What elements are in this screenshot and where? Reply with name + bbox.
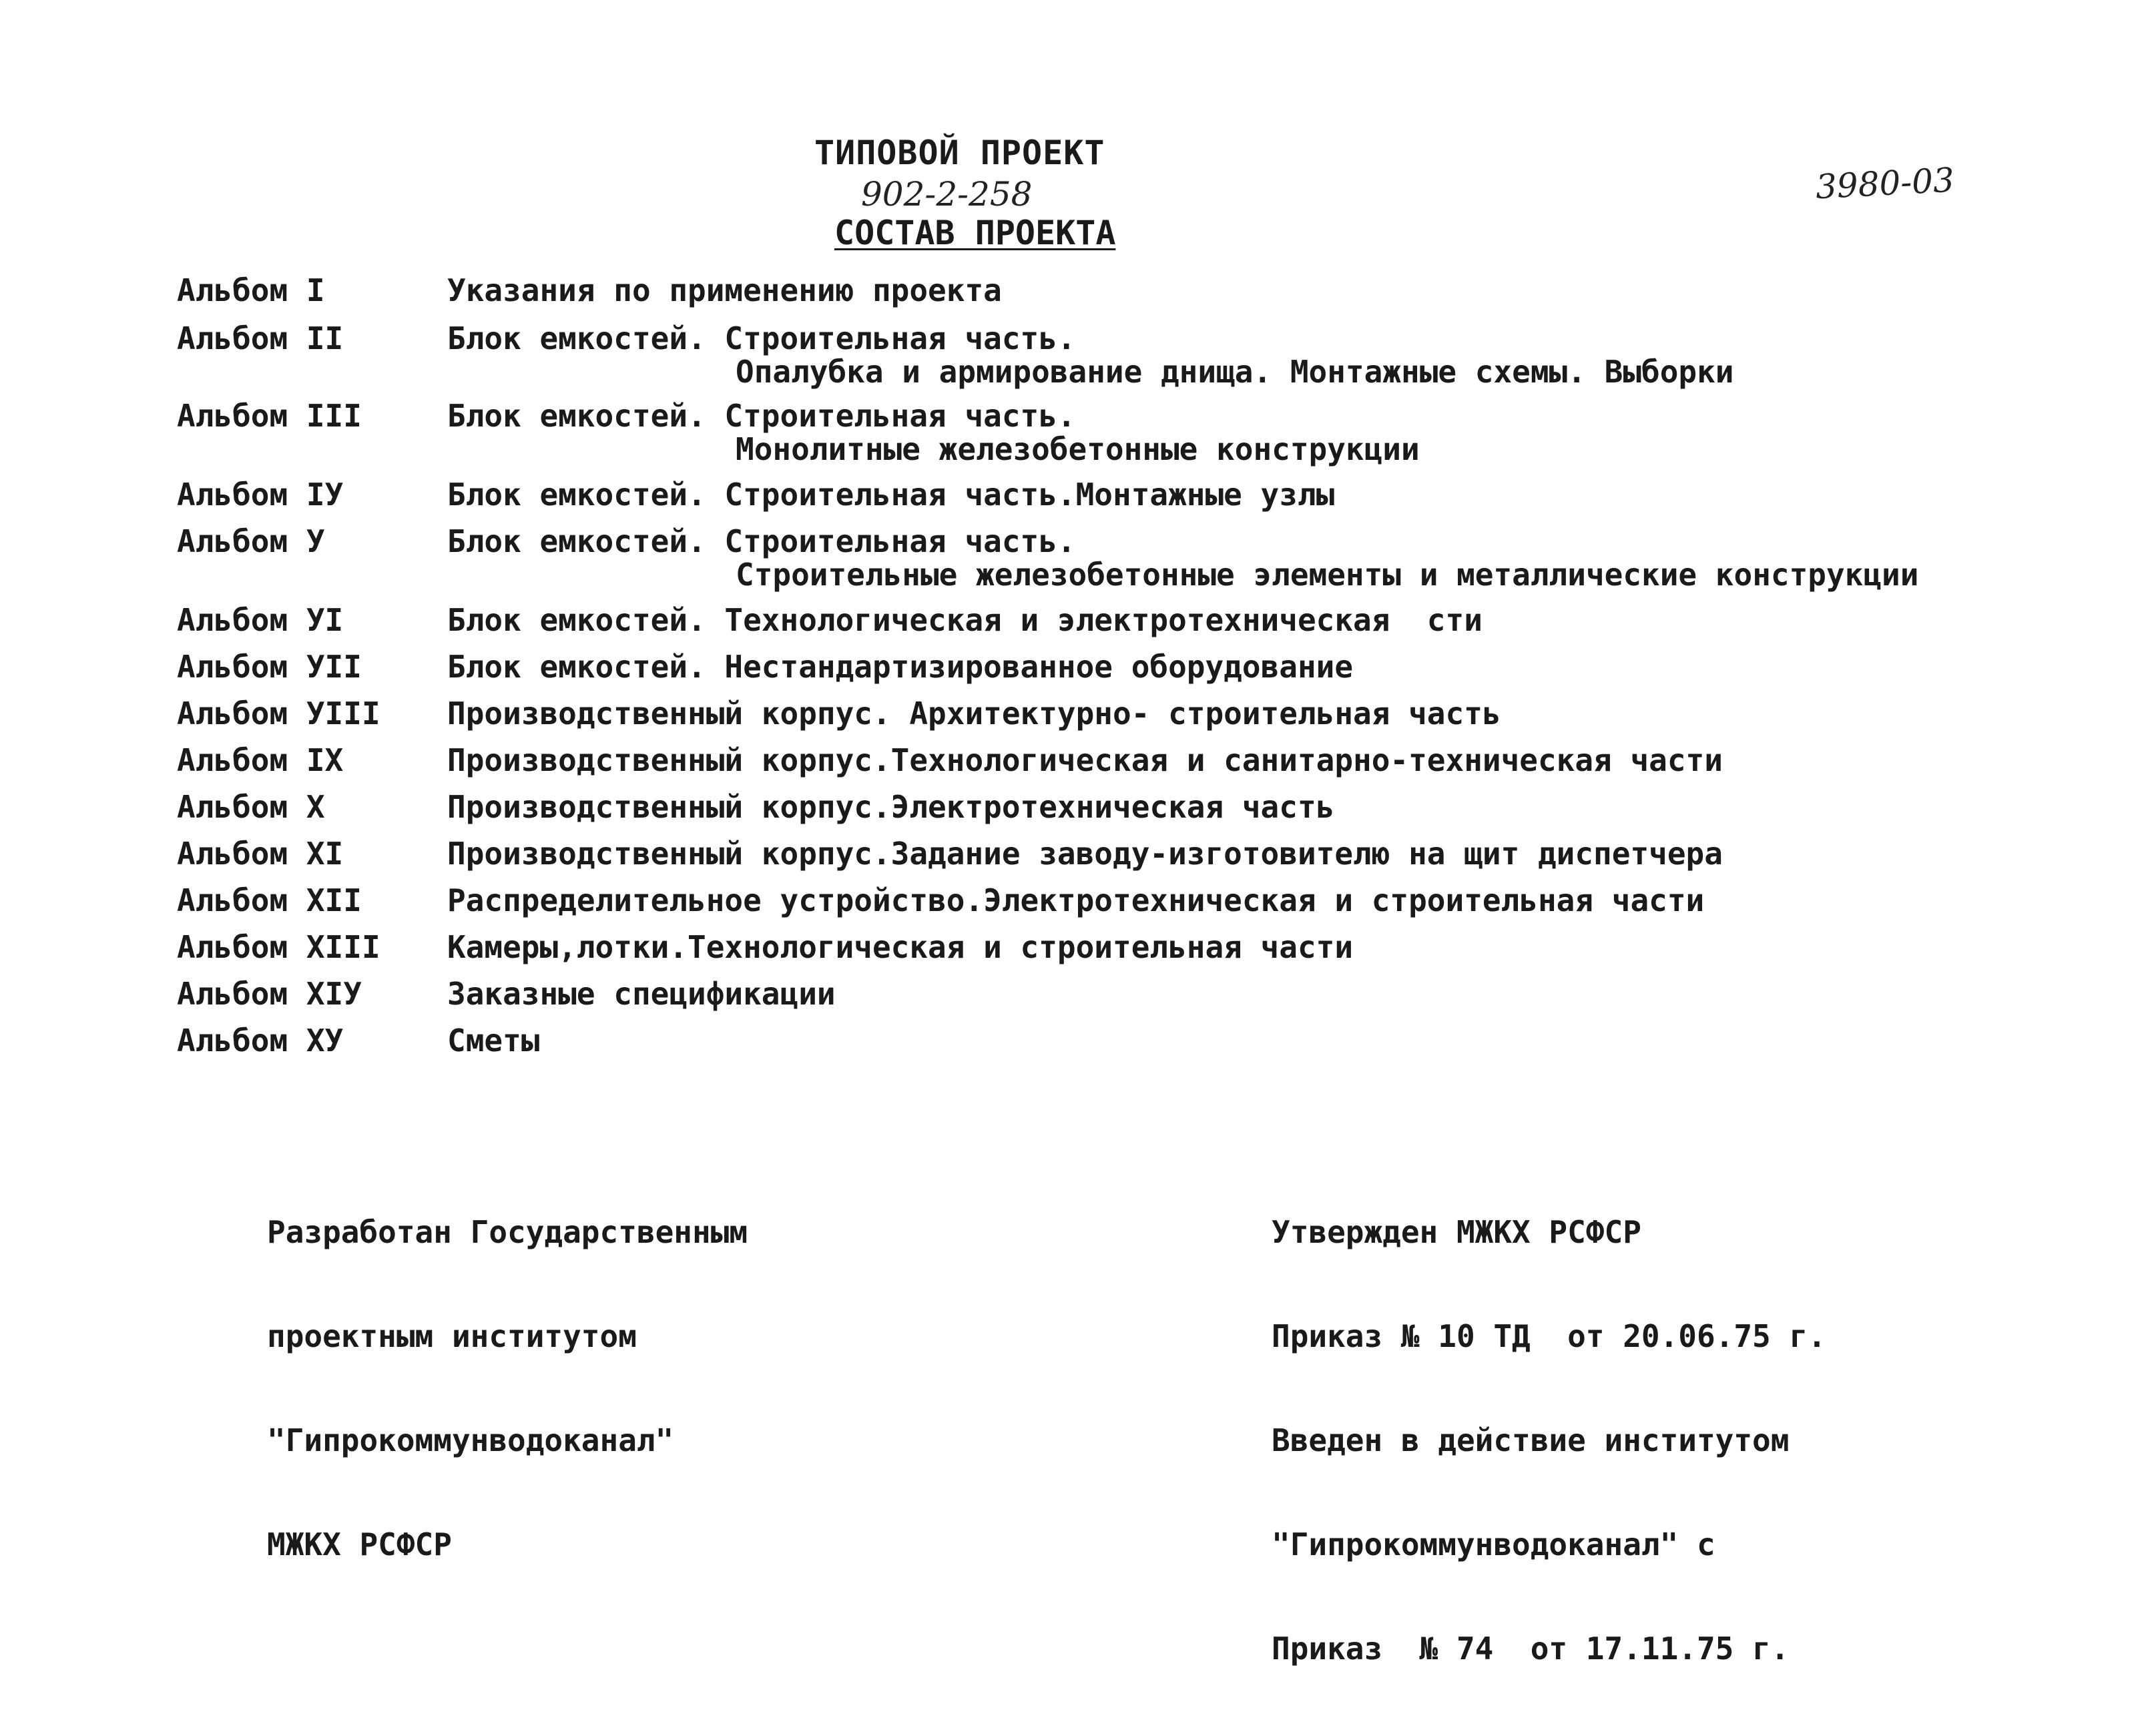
album-row: [177, 478, 2113, 511]
album-label: Альбом УIII: [177, 695, 380, 732]
album-label: Альбом У: [177, 523, 325, 559]
album-description-line: Опалубка и армирование днища. Монтажные схемы. Выборки: [736, 354, 1734, 390]
album-description-line: Строительные железобетонные элементы и металлические конструкции: [736, 557, 1919, 593]
album-list: [177, 274, 2113, 1057]
album-row: [177, 977, 2113, 1010]
album-description: [447, 697, 2113, 730]
album-label: Альбом IУ: [177, 477, 344, 513]
album-description: [447, 1024, 2113, 1057]
album-description-line: Указания по применению проекта: [447, 272, 1002, 308]
developer-line: "Гипрокоммунводоканал": [267, 1422, 674, 1458]
developer-line: МЖКХ РСФСР: [267, 1526, 452, 1562]
album-row: [177, 837, 2113, 870]
album-description: [447, 322, 2113, 388]
album-description-line: Производственный корпус. Архитектурно- строительная часть: [447, 695, 1501, 732]
approval-line: Введен в действие институтом: [1272, 1422, 1790, 1458]
album-description-line: Распределительное устройство.Электротехническая и строительная части: [447, 882, 1705, 918]
album-description: [447, 837, 2113, 870]
album-row: [177, 744, 2113, 777]
album-description-line: Блок емкостей. Строительная часть.Монтажные узлы: [447, 477, 1335, 513]
approval-line: "Гипрокоммунводоканал" с: [1272, 1526, 1715, 1562]
album-row: [177, 322, 2113, 388]
album-description-line: Сметы: [447, 1023, 540, 1059]
project-number: 902-2-258: [861, 175, 1033, 214]
album-label: Альбом III: [177, 398, 362, 434]
album-description: [447, 884, 2113, 917]
album-description: [447, 478, 2113, 511]
album-description-line: Блок емкостей. Строительная часть.: [447, 523, 1076, 559]
album-description-line: Производственный корпус.Технологическая и санитарно-техническая части: [447, 742, 1723, 778]
album-description: [447, 977, 2113, 1010]
album-label: Альбом II: [177, 320, 344, 356]
album-description-line: Блок емкостей. Строительная часть.: [447, 320, 1076, 356]
album-row: [177, 1024, 2113, 1057]
album-row: [177, 525, 2113, 591]
document-subtitle: СОСТАВ ПРОЕКТА: [834, 214, 1116, 252]
document-code: 3980-03: [1814, 160, 1956, 207]
album-description: [447, 650, 2113, 683]
album-description: [447, 274, 2113, 307]
document-title: ТИПОВОЙ ПРОЕКТ: [814, 133, 1105, 172]
developer-block: [267, 1145, 748, 1631]
album-description: [447, 744, 2113, 777]
album-description-line: Блок емкостей. Строительная часть.: [447, 398, 1076, 434]
album-label: Альбом XIII: [177, 929, 380, 965]
album-row: [177, 930, 2113, 964]
album-row: [177, 697, 2113, 730]
developer-line: проектным институтом: [267, 1318, 637, 1354]
album-description-line: Производственный корпус.Задание заводу-изготовителю на щит диспетчера: [447, 836, 1723, 872]
album-row: [177, 790, 2113, 824]
album-label: Альбом УII: [177, 649, 362, 685]
album-row: [177, 274, 2113, 307]
album-description-line: Блок емкостей. Нестандартизированное оборудование: [447, 649, 1354, 685]
album-description: [447, 525, 2113, 591]
album-row: [177, 603, 2113, 637]
album-label: Альбом УI: [177, 602, 344, 638]
developer-line: Разработан Государственным: [267, 1214, 748, 1250]
album-label: Альбом IX: [177, 742, 344, 778]
album-description-line: Производственный корпус.Электротехническая часть: [447, 789, 1335, 825]
album-description: [447, 603, 2113, 637]
album-label: Альбом XII: [177, 882, 362, 918]
album-label: Альбом XУ: [177, 1023, 344, 1059]
album-description-line: Камеры,лотки.Технологическая и строительная части: [447, 929, 1354, 965]
approval-line: Приказ № 10 ТД от 20.06.75 г.: [1272, 1318, 1826, 1354]
album-row: [177, 399, 2113, 466]
album-row: [177, 884, 2113, 917]
album-description-line: Монолитные железобетонные конструкции: [736, 431, 1420, 467]
album-description: [447, 930, 2113, 964]
approval-line: Утвержден МЖКХ РСФСР: [1272, 1214, 1641, 1250]
album-label: Альбом XIУ: [177, 976, 362, 1012]
album-description-line: Заказные спецификации: [447, 976, 836, 1012]
album-label: Альбом I: [177, 272, 325, 308]
album-description-line: Блок емкостей. Технологическая и электротехническая сти: [447, 602, 1483, 638]
album-description: [447, 790, 2113, 824]
album-label: Альбом X: [177, 789, 325, 825]
approval-line: Приказ № 74 от 17.11.75 г.: [1272, 1631, 1790, 1667]
album-label: Альбом XI: [177, 836, 344, 872]
album-row: [177, 650, 2113, 683]
approval-block: [1272, 1145, 1826, 1735]
album-description: [447, 399, 2113, 466]
